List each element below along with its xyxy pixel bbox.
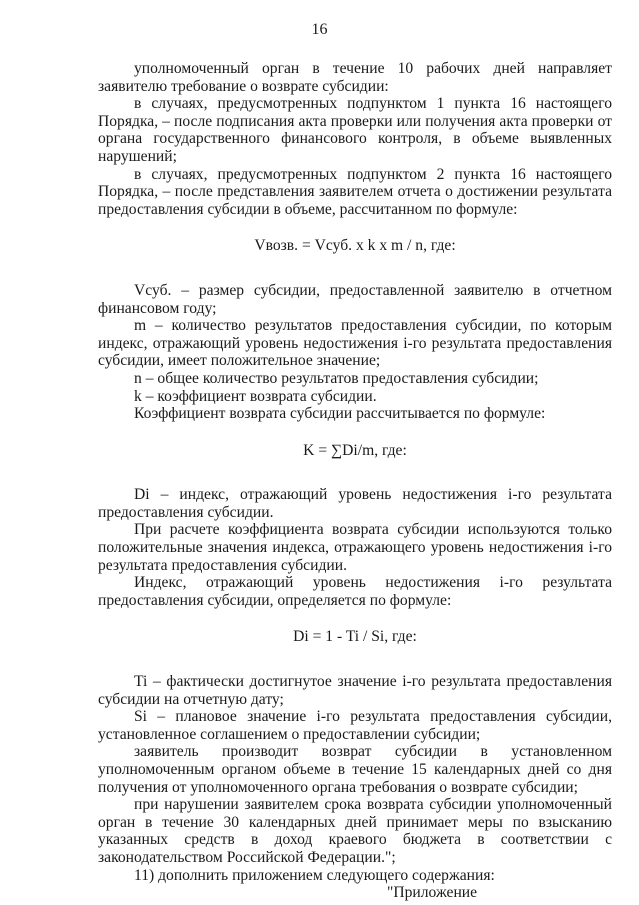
paragraph: заявитель производит возврат субсидии в установленном уполномоченным органом объеме в течение 15 календарных дней со дня получения от уполномоченного органа требования о возврате субсидии; [98,743,612,796]
paragraph: в случаях, предусмотренных подпунктом 1 пункта 16 настоящего Порядка, – после подписания акта проверки или получения акта проверки от органа государственного финансового контроля, в объеме выявленных нарушений; [98,95,612,165]
definition: n – общее количество результатов предоставления субсидии; [134,369,539,387]
amendment-item: 11) дополнить приложением следующего содержания: [134,866,495,884]
document-body [98,60,612,902]
formula-refund-volume: Vвозв. = Vсуб. x k x m / n, где: [254,237,456,255]
definition: Ti – фактически достигнутое значение i-го результата предоставления субсидии на отчетную дату; [98,673,612,708]
definition: m – количество результатов предоставления субсидии, по которым индекс, отражающий уровень недостижения i-го результата предоставления субсидии, имеет положительное значение; [98,317,612,370]
definition: Di – индекс, отражающий уровень недостижения i-го результата предоставления субсидии. [98,486,612,521]
paragraph: уполномоченный орган в течение 10 рабочих дней направляет заявителю требование о возврате субсидии: [98,60,612,95]
formula-index: Di = 1 - Ti / Si, где: [293,628,417,646]
paragraph: При расчете коэффициента возврата субсидии используются только положительные значения индекса, отражающего уровень недостижения i-го результата предоставления субсидии. [98,521,612,574]
definition: k – коэффициент возврата субсидии. [134,387,377,405]
paragraph: Индекс, отражающий уровень недостижения i-го результата предоставления субсидии, определяется по формуле: [98,574,612,609]
definition: Vсуб. – размер субсидии, предоставленной заявителю в отчетном финансовом году; [98,281,612,317]
paragraph: при нарушении заявителем срока возврата субсидии уполномоченный орган в течение 30 календарных дней принимает меры по взысканию указанных средств в доход краевого бюджета в соответствии с законодательством Российской Федерации."; [98,796,612,866]
paragraph: Коэффициент возврата субсидии рассчитывается по формуле: [134,405,546,423]
appendix-heading: "Приложение [387,884,478,902]
definition: Si – плановое значение i-го результата предоставления субсидии, установленное соглашением о предоставлении субсидии; [98,708,612,743]
paragraph: в случаях, предусмотренных подпунктом 2 пункта 16 настоящего Порядка, – после представления заявителем отчета о достижении результата предоставления субсидии в объеме, рассчитанном по формуле: [98,165,612,218]
page-number: 16 [311,21,328,38]
formula-refund-coefficient: K = ∑Di/m, где: [303,441,407,459]
